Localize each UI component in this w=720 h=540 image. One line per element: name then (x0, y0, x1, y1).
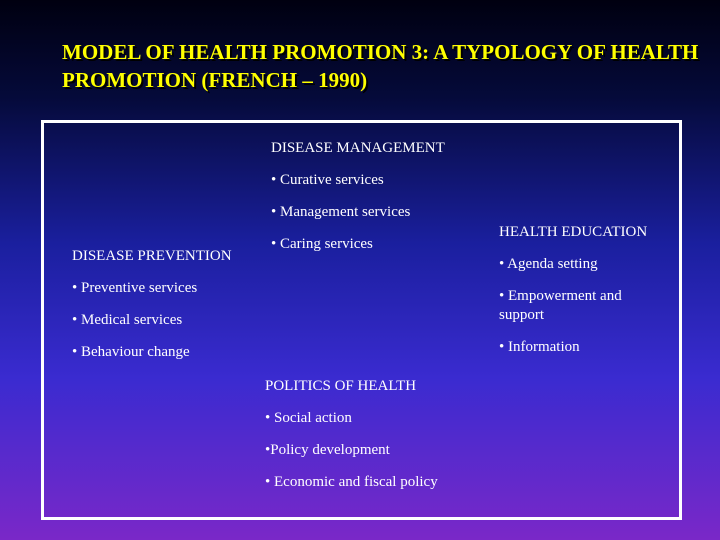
health-education-item: • Empowerment and support (499, 288, 622, 323)
politics-of-health-item: • Economic and fiscal policy (265, 474, 438, 490)
politics-of-health-heading: POLITICS OF HEALTH (265, 378, 417, 394)
disease-prevention-item: • Preventive services (72, 280, 198, 296)
health-education-block (499, 223, 669, 357)
health-education-item: • Information (499, 339, 580, 355)
disease-prevention-item: • Medical services (72, 312, 183, 328)
health-education-item: • Agenda setting (499, 256, 598, 272)
slide-title: MODEL OF HEALTH PROMOTION 3: A TYPOLOGY OF HEALTH PROMOTION (FRENCH – 1990) (62, 40, 699, 92)
disease-management-block (271, 139, 456, 254)
disease-prevention-block (72, 247, 242, 362)
disease-prevention-heading: DISEASE PREVENTION (72, 248, 232, 264)
politics-of-health-item: •Policy development (265, 442, 390, 458)
health-education-heading: HEALTH EDUCATION (499, 224, 648, 240)
politics-of-health-block (265, 377, 465, 492)
disease-management-item: • Management services (271, 204, 411, 220)
disease-management-item: • Caring services (271, 236, 373, 252)
politics-of-health-item: • Social action (265, 410, 352, 426)
disease-prevention-item: • Behaviour change (72, 344, 190, 360)
disease-management-heading: DISEASE MANAGEMENT (271, 140, 445, 156)
disease-management-item: • Curative services (271, 172, 384, 188)
